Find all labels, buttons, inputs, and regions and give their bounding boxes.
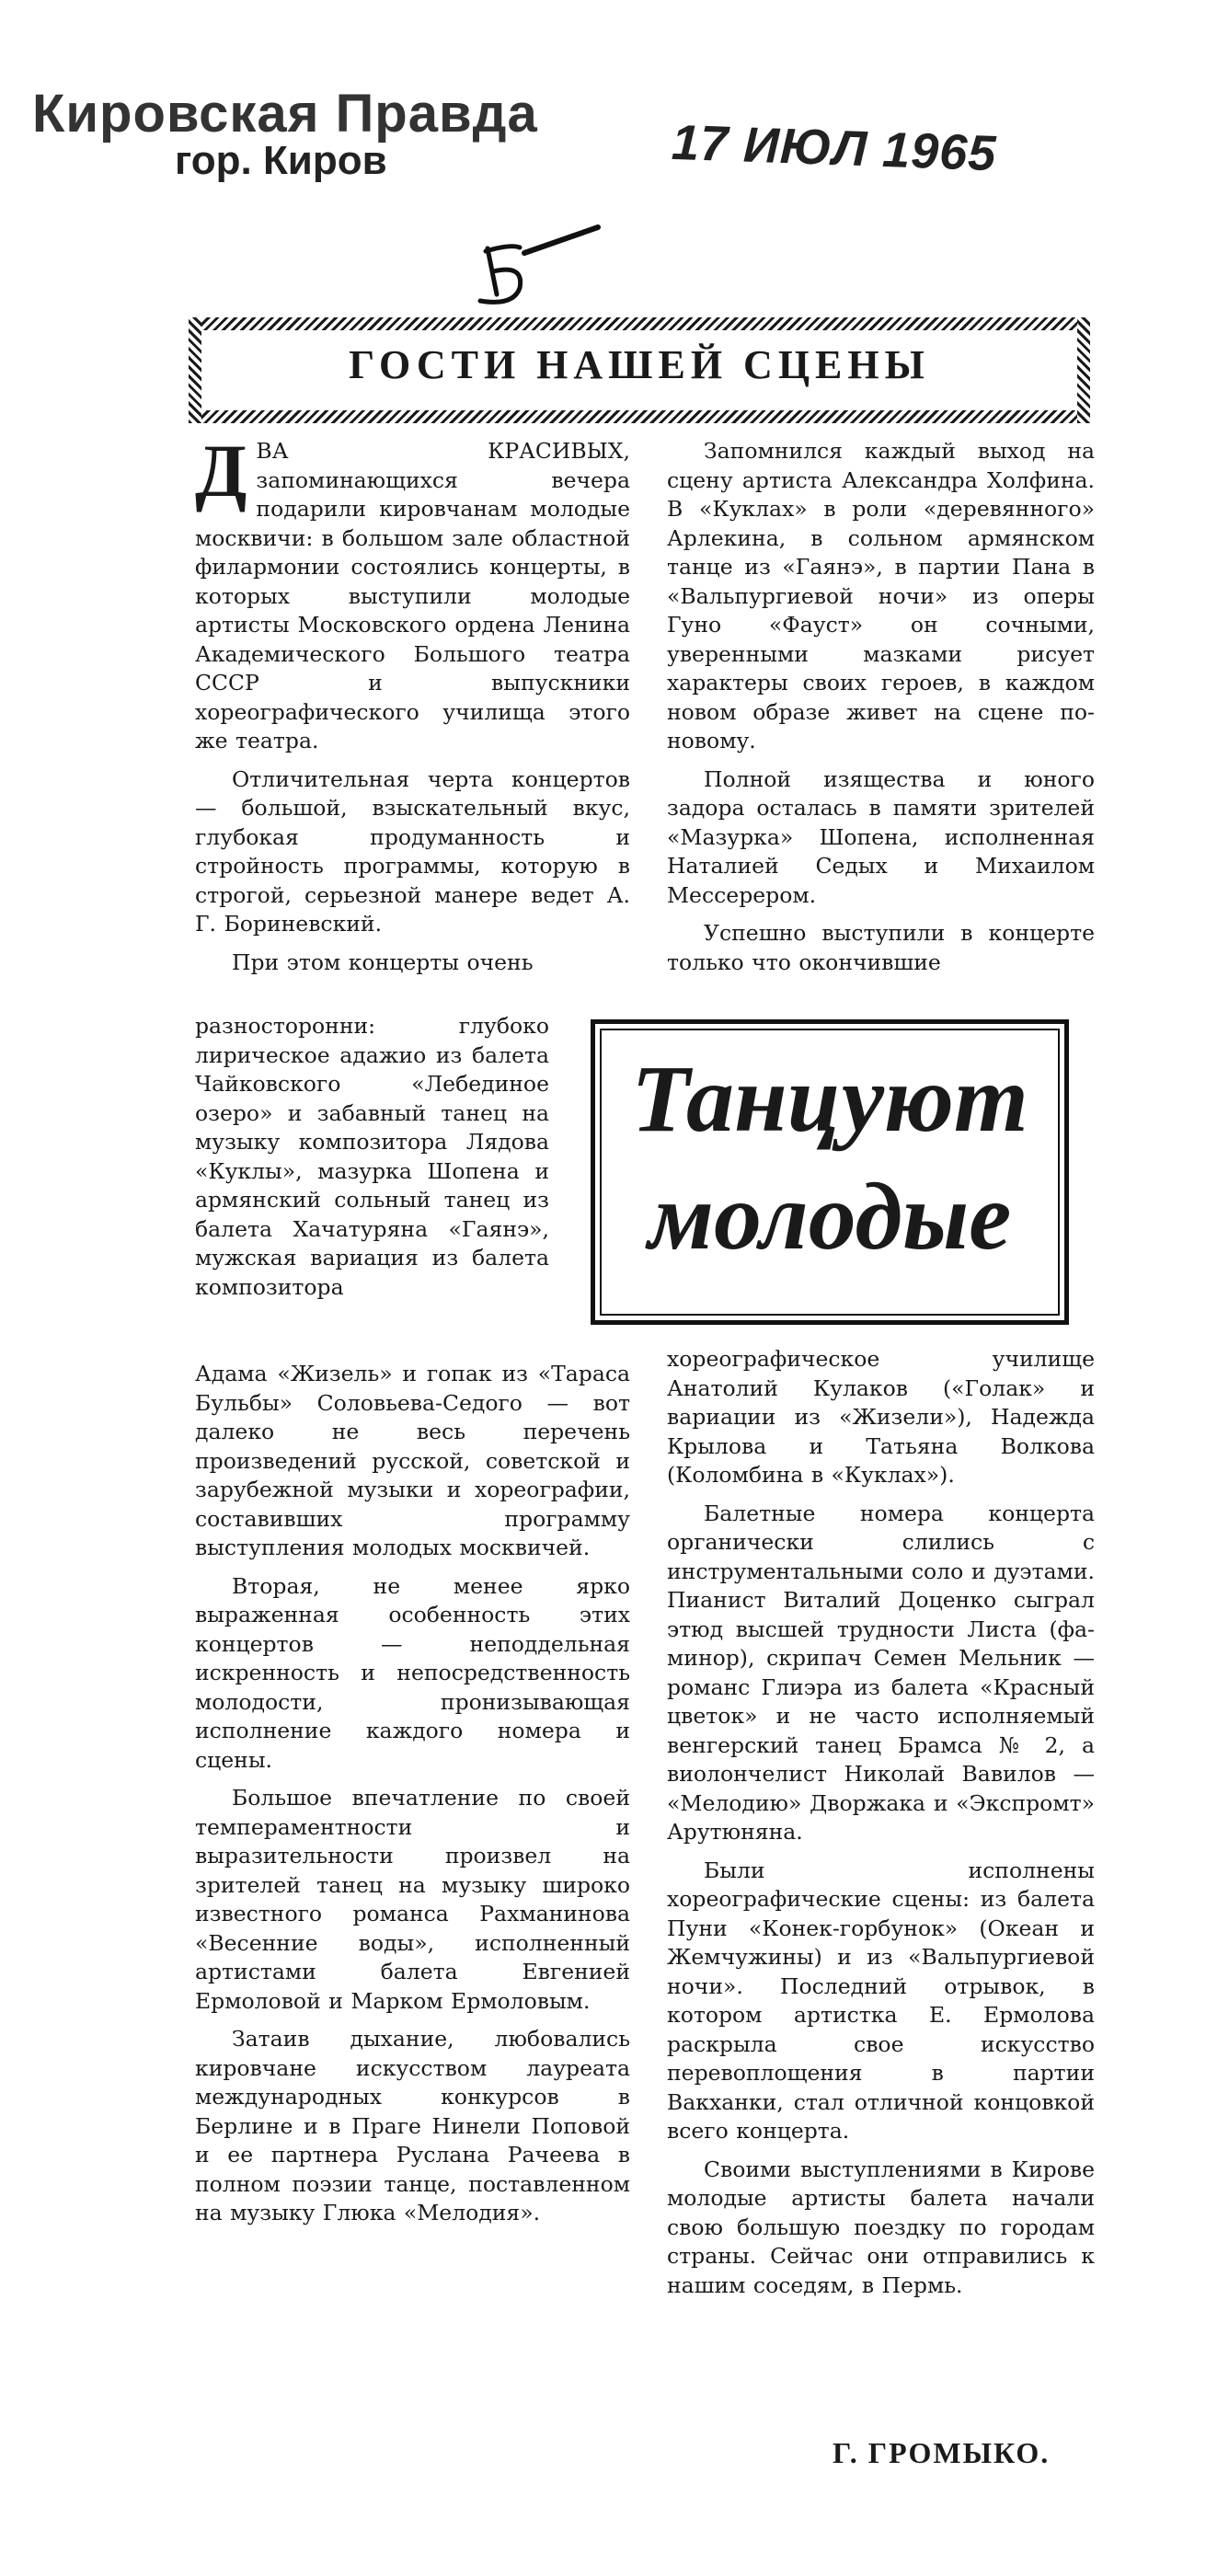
drop-cap: Д	[195, 429, 247, 512]
article-paragraph: разносторонни: глубоко лирическое адажио из балета Чайковского «Лебединое озеро» и забавный танец на музыку композитора Лядова «Куклы», мазурка Шопена и армянский сольный танец из балета Хачатуряна «Гаянэ», мужская вариация из балета композитора	[195, 1013, 549, 1300]
article-paragraph: Полной изящества и юного задора осталась в памяти зрителей «Мазурка» Шопена, исполненная Наталией Седых и Михаилом Мессерером.	[667, 765, 1095, 908]
lead-text: ВА КРАСИВЫХ, запоминающихся вечера подарили кировчанам молодые москвичи: в большом зале областной филармонии состоялись концерты, в которых выступили молодые артисты Московского ордена Ленина Академического Большого театра СССР и выпускники хореографического училища этого же театра.	[195, 438, 630, 753]
article-paragraph: Запомнился каждый выход на сцену артиста Александра Холфина. В «Куклах» в роли «деревянного» Арлекина, в сольном армянском танце из «Гаянэ», в партии Пана в «Вальпургиевой ночи» из оперы Гуно «Фауст» он сочными, уверенными мазками рисует характеры своих героев, в каждом новом образе живет на сцене по-новому.	[667, 438, 1095, 753]
article-column-left-top	[195, 429, 630, 986]
newspaper-name: Кировская Правда	[32, 84, 538, 144]
article-paragraph: Успешно выступили в концерте только что окончившие	[667, 920, 1095, 975]
header-border-bottom	[189, 410, 1090, 423]
article-paragraph: Отличительная черта концертов — большой, взыскательный вкус, глубокая продуманность и стройность программы, которую в строгой, серьезной манере ведет А. Г. Бориневский.	[195, 765, 630, 937]
article-column-right-top	[667, 437, 1095, 986]
headline-line-2: молодые	[648, 1164, 1012, 1270]
date-stamp: 17 ИЮЛ 1965	[671, 114, 998, 182]
handwritten-mark	[469, 216, 607, 322]
article-paragraph: хореографическое училище Анатолий Кулаков («Голак» и вариации из «Жизели»), Надежда Крылова и Татьяна Волкова (Коломбина в «Куклах»).	[667, 1346, 1095, 1488]
article-paragraph: Были исполнены хореографические сцены: из балета Пуни «Конек-горбунок» (Океан и Жемчужины) и из «Вальпургиевой ночи». Последний отрывок, в котором артистка Е. Ермолова раскрыла свое искусство перевоплощения в партии Вакханки, стал отличной концовкой всего концерта.	[667, 1857, 1095, 2144]
headline-inner-frame	[600, 1029, 1060, 1316]
article-paragraph: Адама «Жизель» и гопак из «Тараса Бульбы» Соловьева-Седого — вот далеко не весь перечень произведений русской, советской и зарубежной музыки и хореографии, составивших программу выступления молодых москвичей.	[195, 1361, 630, 1560]
header-border-top	[189, 317, 1090, 330]
article-paragraph: Своими выступлениями в Кирове молодые артисты балета начали свою большую поездку по городам страны. Сейчас они отправились к нашим соседям, в Пермь.	[667, 2156, 1095, 2298]
section-title: ГОСТИ НАШЕЙ СЦЕНЫ	[349, 342, 930, 387]
author-signature: Г. ГРОМЫКО.	[833, 2436, 1051, 2469]
section-header	[189, 317, 1090, 423]
article-paragraph: Большое впечатление по своей темпераментности и выразительности произвел на зрителей танец на музыку широко известного романса Рахманинова «Весенние воды», исполненный артистами балета Евгенией Ермоловой и Марком Ермоловым.	[195, 1785, 630, 2014]
article-paragraph: Вторая, не менее ярко выраженная особенность этих концертов — неподдельная искренность и непосредственность молодости, пронизывающая исполнение каждого номера и сцены.	[195, 1572, 630, 1773]
article-paragraph: Балетные номера концерта органически слились с инструментальными соло и дуэтами. Пианист Виталий Доценко сыграл этюд высшей трудности Листа (фа-минор), скрипач Семен Мельник — романс Глиэра из балета «Красный цветок» и не часто исполняемый венгерский танец Брамса № 2, а виолончелист Николай Вавилов — «Мелодию» Дворжака и «Экспромт» Арутюняна.	[667, 1500, 1095, 1845]
article-column-left-wrap	[195, 1012, 549, 1311]
article-column-right-bottom	[667, 1345, 1095, 2309]
headline-box	[591, 1019, 1069, 1325]
article-paragraph	[195, 429, 630, 756]
article-paragraph: Затаив дыхание, любовались кировчане искусством лауреата международных конкурсов в Берлине и в Праге Нинели Поповой и ее партнера Руслана Рачеева в полном поэзии танце, поставленном на музыку Глюка «Мелодия».	[195, 2026, 630, 2225]
article-column-left-bottom	[195, 1360, 630, 2237]
headline-line-1: Танцуют	[631, 1046, 1028, 1152]
handwritten-mark-icon	[469, 216, 607, 317]
article-paragraph: При этом концерты очень	[232, 949, 534, 975]
newspaper-city: гор. Киров	[175, 138, 387, 183]
